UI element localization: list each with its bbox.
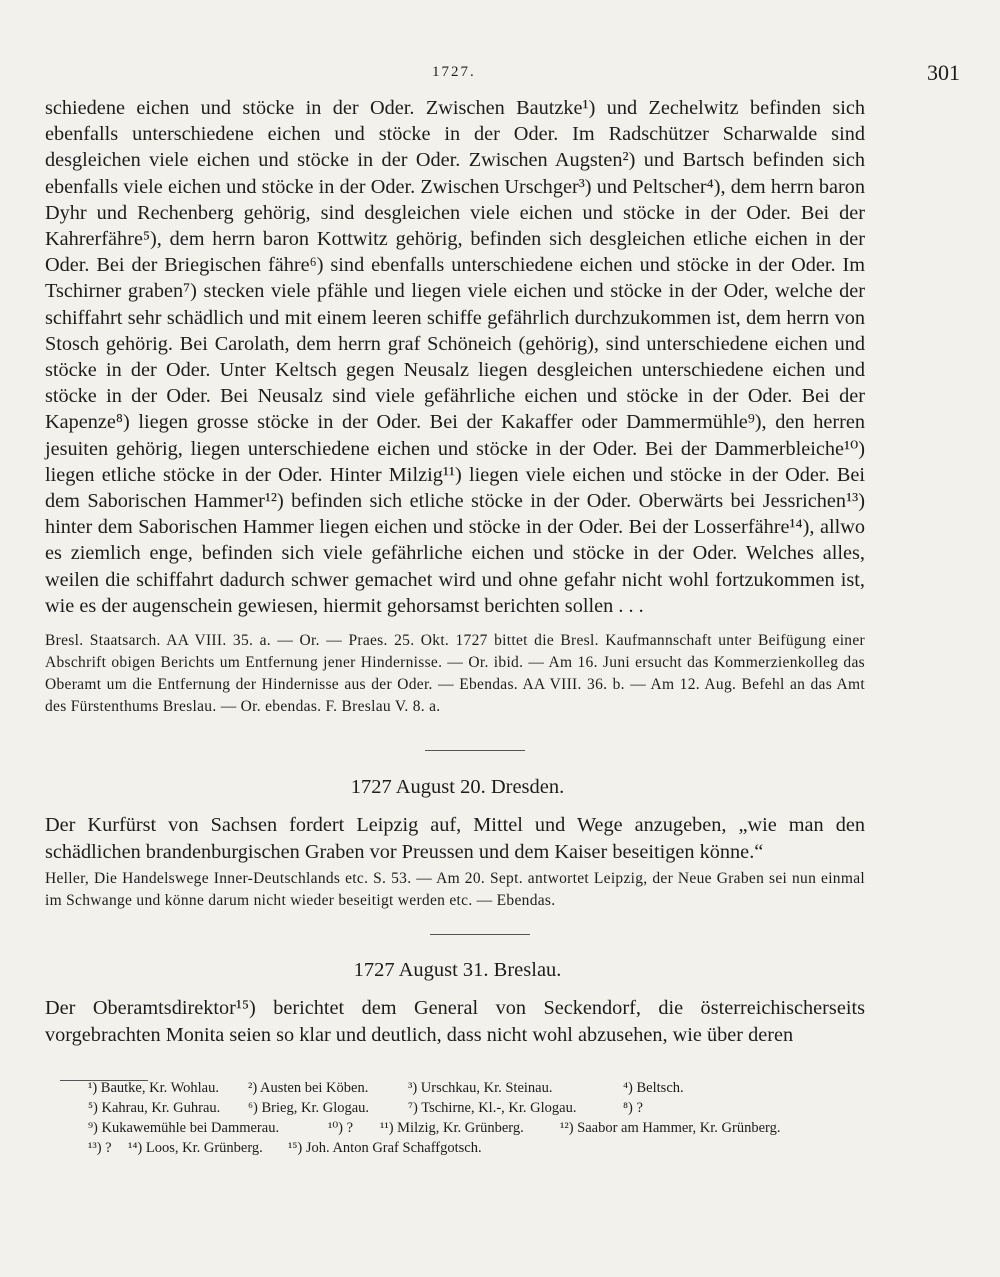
footnote: ⁸) ? — [623, 1100, 643, 1116]
footnote: ¹¹) Milzig, Kr. Grünberg. — [380, 1120, 524, 1136]
footnote: ¹⁴) Loos, Kr. Grünberg. — [128, 1140, 263, 1156]
source-note: Bresl. Staatsarch. AA VIII. 35. a. — Or. — Praes. 25. Okt. 1727 bittet die Bresl. Kaufmannschaft unter Beifügung einer Abschrift obigen Berichts um Entfernung jener Hindernisse. — Or. ibid. — Am 16. Juni ersucht das Kommerzienkolleg das Oberamt um die Entfernung der Hindernisse aus der Oder. — Ebendas. AA VIII. 36. b. — Am 12. Aug. Befehl an das Amt des Fürstenthums Breslau. — Or. ebendas. F. Breslau V. 8. a. — [45, 632, 865, 715]
footnote: ¹) Bautke, Kr. Wohlau. — [88, 1080, 219, 1096]
footnote-line — [88, 1118, 888, 1138]
section-divider — [430, 934, 530, 935]
entry-text: Der Kurfürst von Sachsen fordert Leipzig auf, Mittel und Wege anzugeben, „wie man den schädlichen brandenburgischen Graben vor Preussen und dem Kaiser beseitigen könne.“ — [45, 814, 865, 863]
footnote: ⁴) Beltsch. — [623, 1080, 684, 1096]
footnote-line — [88, 1078, 888, 1098]
source-note: Heller, Die Handelswege Inner-Deutschlands etc. S. 53. — Am 20. Sept. antwortet Leipzig, der Neue Graben sei nun einmal im Schwange und könne darum nicht wieder beseitigt werden etc. — Ebendas. — [45, 870, 865, 909]
footnote: ⁷) Tschirne, Kl.-, Kr. Glogau. — [408, 1100, 577, 1116]
footnote: ⁵) Kahrau, Kr. Guhrau. — [88, 1100, 221, 1116]
footnote: ¹⁰) ? — [328, 1120, 354, 1136]
main-paragraph: schiedene eichen und stöcke in der Oder. Zwischen Bautzke¹) und Zechelwitz befinden sich ebenfalls unterschiedene eichen und stöcke in der Oder. Im Radschützer Scharwalde sind desgleichen viele eichen und stöcke in der Oder. Zwischen Augsten²) und Bartsch befinden sich ebenfalls viele eichen und stöcke in der Oder. Zwischen Urschger³) und Peltscher⁴), dem herrn baron Dyhr und Rechenberg gehörig, sind desgleichen viele eichen und stöcke in der Oder. Bei der Kahrerfähre⁵), dem herrn baron Kottwitz gehörig, befinden sich desgleichen etliche eichen in der Oder. Bei der Briegischen fähre⁶) sind ebenfalls unterschiedene eichen und stöcke in der Oder. Im Tschirner graben⁷) stecken viele pfähle und liegen viele eichen und stöcke in der Oder, welche der schiffahrt sehr schädlich und mit einem leeren schiffe gefährlich durchzukommen ist, dem herrn von Stosch gehörig. Bei Carolath, dem herrn graf Schöneich (gehörig), sind unterschiedene eichen und stöcke in der Oder. Unter Keltsch gegen Neusalz liegen desgleichen unterschiedene eichen und stöcke in der Oder. Bei Neusalz sind viele gefährliche eichen und stöcke in der Oder. Bei der Kapenze⁸) liegen grosse stöcke in der Oder. Bei der Kakaffer oder Dammermühle⁹), den herren jesuiten gehörig, liegen unterschiedene eichen und stöcke in der Oder. Bei der Dammerbleiche¹⁰) liegen etliche stöcke in der Oder. Hinter Milzig¹¹) liegen viele eichen und stöcke in der Oder. Bei dem Saborischen Hammer¹²) befinden sich etliche stöcke in der Oder. Oberwärts bei Jessrichen¹³) hinter dem Saborischen Hammer liegen eichen und stöcke in der Oder. Bei der Losserfähre¹⁴), allwo es ziemlich enge, befinden sich viele gefährliche eichen und stöcke in der Oder. Welches alles, weilen die schiffahrt dadurch schwer gemachet wird und ohne gefahr nicht wohl fortzukommen ist, wie es der augenschein gewiesen, hiermit gehorsamst berichten sollen . . . — [45, 97, 865, 617]
section-divider — [425, 750, 525, 751]
footnote: ³) Urschkau, Kr. Steinau. — [408, 1080, 553, 1096]
footnote: ⁶) Brieg, Kr. Glogau. — [248, 1100, 370, 1116]
footnote: ⁹) Kukawemühle bei Dammerau. — [88, 1120, 280, 1136]
entry-text: Der Oberamtsdirektor¹⁵) berichtet dem General von Seckendorf, die österreichischerseits vorgebrachten Monita seien so klar und deutlich, dass nicht wohl abzusehen, wie über deren — [45, 997, 865, 1046]
entry-heading: 1727 August 20. Dresden. — [350, 776, 565, 798]
footnote-line — [88, 1098, 888, 1118]
page-number: 301 — [927, 60, 960, 85]
entry-heading: 1727 August 31. Breslau. — [353, 959, 562, 981]
page-header — [60, 60, 960, 90]
running-head: 1727. — [432, 64, 476, 80]
footnotes — [88, 1078, 888, 1158]
footnote: ¹⁵) Joh. Anton Graf Schaffgotsch. — [288, 1140, 482, 1156]
footnote: ¹²) Saabor am Hammer, Kr. Grünberg. — [560, 1120, 781, 1136]
footnote-line — [88, 1138, 888, 1158]
footnote: ¹³) ? — [88, 1140, 112, 1156]
footnote: ²) Austen bei Köben. — [248, 1080, 369, 1096]
